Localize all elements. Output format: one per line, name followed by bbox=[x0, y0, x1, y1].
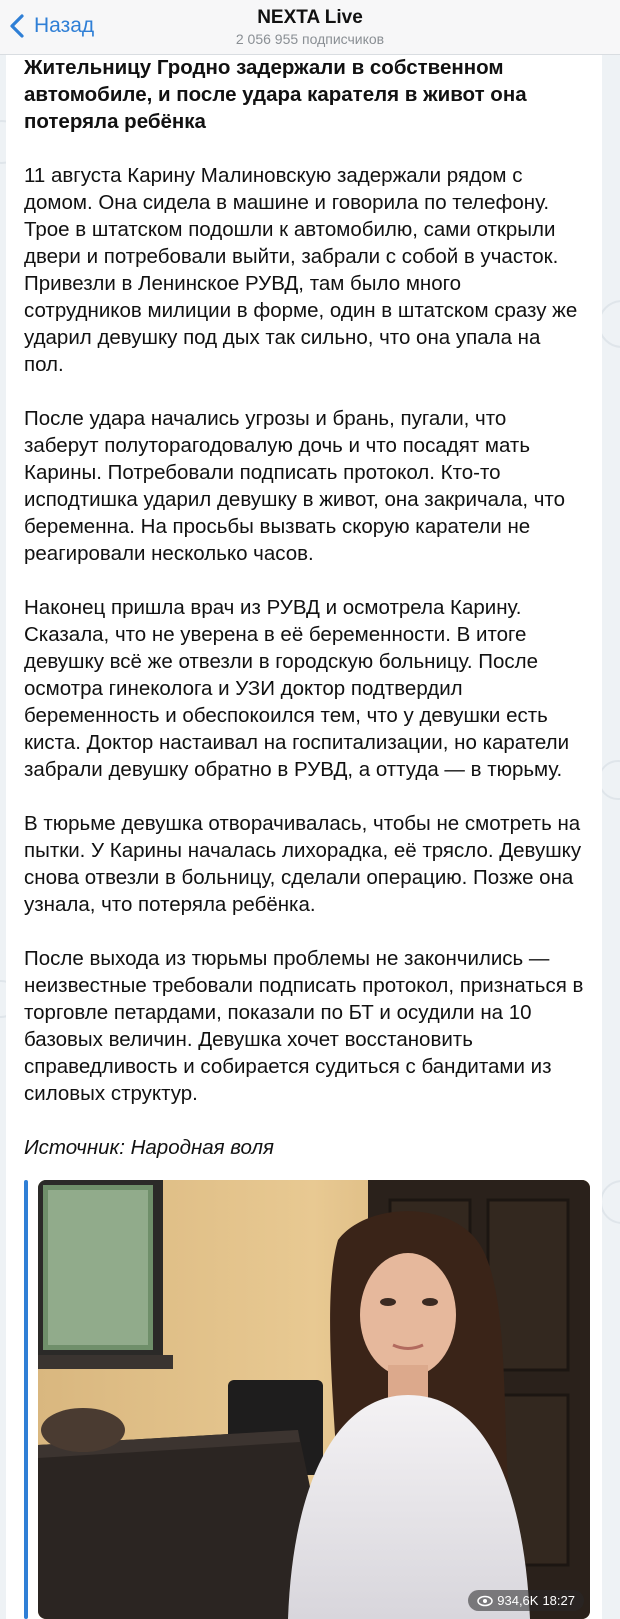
channel-name[interactable]: NEXTA Live bbox=[257, 7, 363, 28]
post-paragraph: В тюрьме девушка отворачивалась, чтобы не смотреть на пытки. У Карины началась лихорадка, её трясло. Девушку снова отвезли в больницу, сделали операцию. Позже она узнала, что потеряла ребёнка. bbox=[24, 812, 582, 916]
post-paragraph: После удара начались угрозы и брань, пугали, что заберут полуторагодовалую дочь и что посадят мать Карины. Потребовали подписать протокол. Кто-то исподтишка ударил девушку в живот, она закричала, что беременна. На просьбы вызвать скорую каратели не реагировали несколько часов. bbox=[24, 407, 565, 565]
post-paragraph: Наконец пришла врач из РУВД и осмотрела Карину. Сказала, что не уверена в её беременности. В итоге девушку всё же отвезли в городскую больницу. После осмотра гинеколога и УЗИ доктор подтвердил беременность и обеспокоился тем, что у девушки есть киста. Доктор настаивал на госпитализации, но каратели забрали девушку обратно в РУВД, а оттуда — в тюрьму. bbox=[24, 596, 570, 781]
subscriber-count: 2 056 955 подписчиков bbox=[235, 31, 385, 47]
post-paragraph: 11 августа Карину Малиновскую задержали рядом с домом. Она сидела в машине и говорила по телефону. Трое в штатском подошли к автомобилю, сами открыли двери и потребовали выйти, забрали с собой в участок. Привезли в Ленинское РУВД, там было много сотрудников милиции в форме, один в штатском сразу же ударил девушку под дых так сильно, что она упала на пол. bbox=[24, 164, 578, 376]
photo-image bbox=[38, 1180, 590, 1619]
post-content bbox=[24, 54, 584, 1161]
photo-attachment[interactable] bbox=[24, 1180, 590, 1619]
eye-icon bbox=[477, 1595, 493, 1607]
background-doodle bbox=[600, 1180, 620, 1224]
post-headline: Жительницу Гродно задержали в собственном автомобиле, и после удара карателя в живот она потеряла ребёнка bbox=[24, 56, 527, 133]
post-time: 18:27 bbox=[542, 1593, 575, 1608]
post-paragraph: После выхода из тюрьмы проблемы не закончились — неизвестные требовали подписать протокол, признаться в торговле петардами, показали по БТ и осудили на 10 базовых величин. Девушка хочет восстановить справедливость и собирается судиться с бандитами из силовых структур. bbox=[24, 947, 584, 1105]
post-photo[interactable] bbox=[38, 1180, 590, 1619]
navigation-bar bbox=[0, 0, 620, 55]
post-source: Источник: Народная воля bbox=[24, 1136, 274, 1159]
back-label: Назад bbox=[34, 14, 95, 37]
quote-accent-bar bbox=[24, 1180, 28, 1619]
views-badge bbox=[468, 1590, 584, 1611]
view-count: 934,6K bbox=[497, 1593, 539, 1608]
